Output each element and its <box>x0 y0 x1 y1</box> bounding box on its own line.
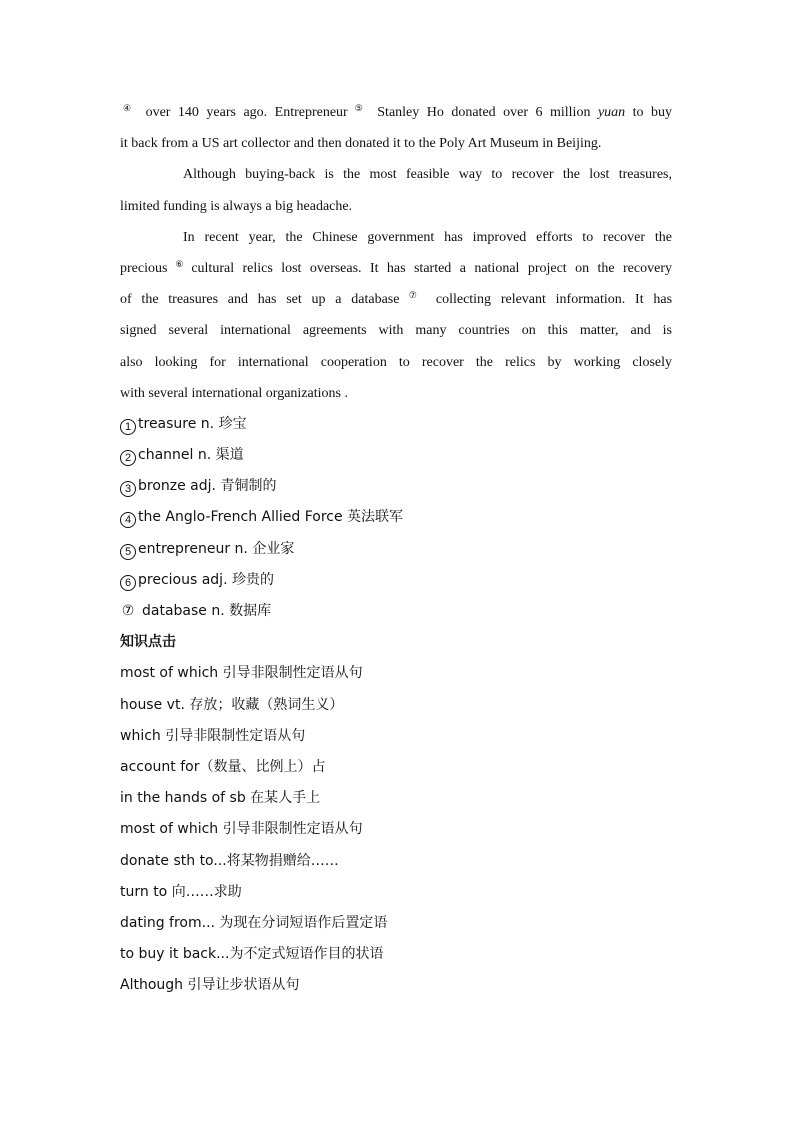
footnote-marker: ⑦ <box>402 290 424 301</box>
note-item: house vt. 存放；收藏（熟词生义） <box>120 696 344 713</box>
footnote-marker: ⑥ <box>170 258 189 269</box>
note-item: in the hands of sb 在某人手上 <box>120 790 321 807</box>
glossary-item: 1 treasure n. 珍宝 <box>120 409 672 440</box>
passage-line: Although buying-back is the most feasible way to recover the lost treasures, <box>183 167 672 183</box>
circled-number: 6 <box>120 575 136 591</box>
circled-number: 5 <box>120 544 136 560</box>
passage-line: with several international organizations . <box>120 385 348 401</box>
glossary-item: 6 precious adj. 珍贵的 <box>120 565 672 596</box>
circled-number: 2 <box>120 450 136 466</box>
note-item: Although 引导让步状语从句 <box>120 977 300 994</box>
passage-line: ④ over 140 years ago. Entrepreneur ⑤ Stanley Ho donated over 6 million yuan to buy <box>123 103 673 120</box>
circled-number: 3 <box>120 481 136 497</box>
glossary-item: 4 the Anglo-French Allied Force 英法联军 <box>120 502 672 533</box>
note-item: dating from... 为现在分词短语作后置定语 <box>120 914 388 931</box>
note-item: donate sth to...将某物捐赠给…… <box>120 852 339 869</box>
note-item: most of which 引导非限制性定语从句 <box>120 821 363 838</box>
passage-line: precious ⑥ cultural relics lost overseas. It has started a national project on the recovery <box>120 258 672 276</box>
passage-line: also looking for international cooperation to recover the relics by working closely <box>120 354 672 370</box>
footnote-marker: ⑤ <box>350 103 367 113</box>
passage-line: it back from a US art collector and then donated it to the Poly Art Museum in Beijing. <box>120 136 602 152</box>
document-page <box>120 97 672 1001</box>
note-item: account for（数量、比例上）占 <box>120 758 326 775</box>
note-item: which 引导非限制性定语从句 <box>120 727 306 744</box>
passage-line: limited funding is always a big headache. <box>120 198 353 214</box>
footnote-marker: ④ <box>123 103 136 113</box>
passage-line: of the treasures and has set up a database ⑦ collecting relevant information. It has <box>120 290 673 308</box>
glossary-item: 2 channel n. 渠道 <box>120 440 672 471</box>
circled-number: 4 <box>120 512 136 528</box>
glossary-item: ⑦ database n. 数据库 <box>120 596 672 627</box>
glossary-item: 5 entrepreneur n. 企业家 <box>120 534 672 565</box>
glossary-item: 3 bronze adj. 青铜制的 <box>120 471 672 502</box>
passage-line: In recent year, the Chinese government has improved efforts to recover the <box>183 229 672 245</box>
note-item: turn to 向……求助 <box>120 883 242 900</box>
section-title: 知识点击 <box>120 634 176 651</box>
circled-number: 1 <box>120 419 136 435</box>
passage-line: signed several international agreements with many countries on this matter, and is <box>120 323 672 339</box>
note-item: to buy it back...为不定式短语作目的状语 <box>120 946 384 963</box>
note-item: most of which 引导非限制性定语从句 <box>120 665 363 682</box>
circled-number: ⑦ <box>121 603 135 619</box>
